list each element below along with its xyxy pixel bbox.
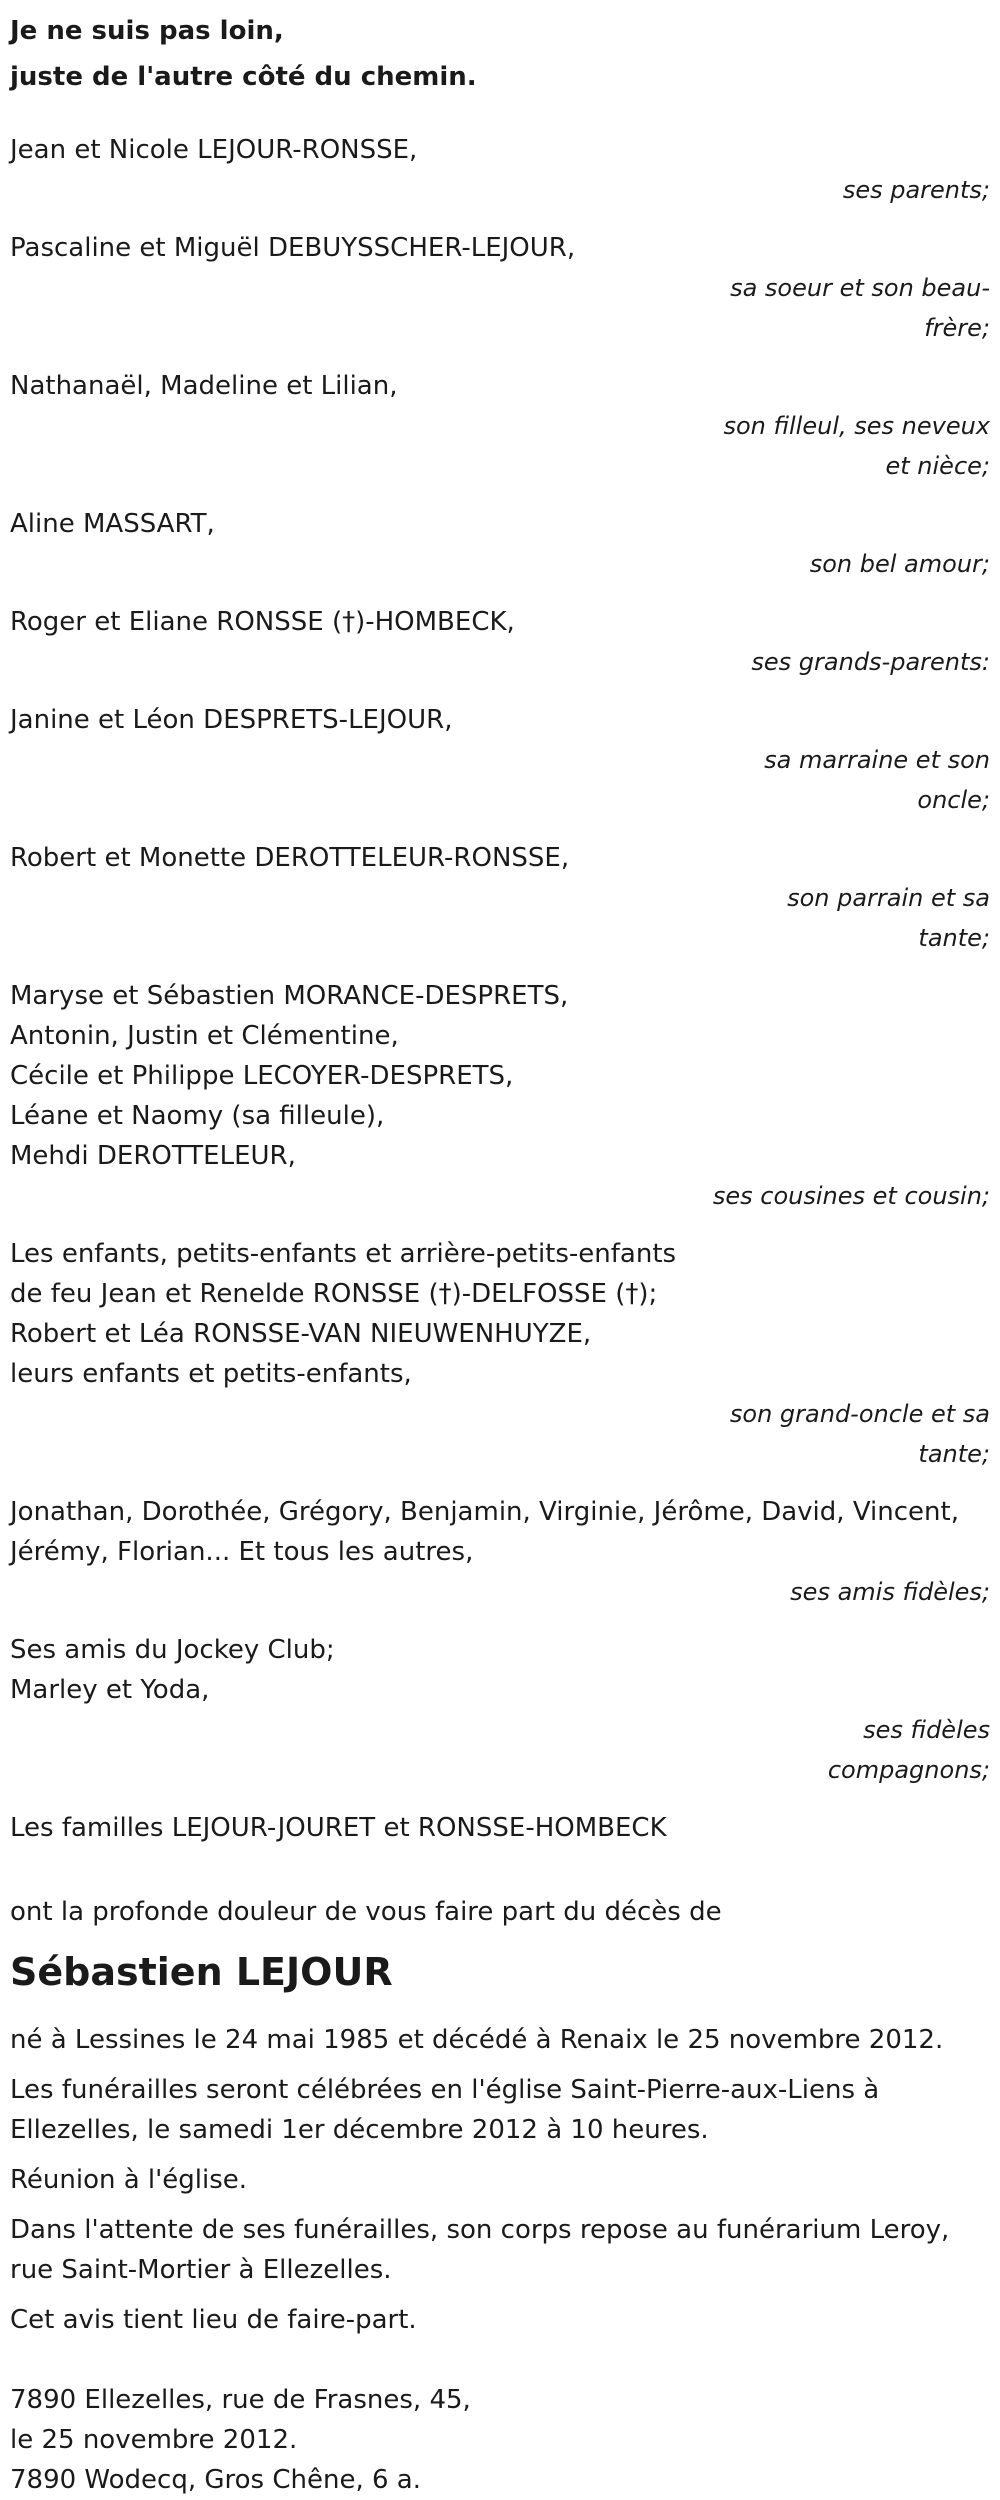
detail-paragraph: Cet avis tient lieu de faire-part. bbox=[10, 2305, 417, 2335]
family-name-line: Roger et Eliane RONSSE (†)-HOMBECK, bbox=[10, 607, 515, 637]
family-relation: ses fidèles compagnons; bbox=[827, 1716, 990, 1784]
family-name-line: Les familles LEJOUR-JOURET et RONSSE-HOMBECK bbox=[10, 1813, 667, 1843]
family-group bbox=[10, 602, 990, 682]
detail-paragraph: Les funérailles seront célébrées en l'église Saint-Pierre-aux-Liens à Ellezelles, le samedi 1er décembre 2012 à 10 heures. bbox=[10, 2075, 880, 2145]
poem-line: Je ne suis pas loin, bbox=[10, 16, 284, 46]
family-name-line: Robert et Monette DEROTTELEUR-RONSSE, bbox=[10, 843, 570, 873]
family-name-line: Antonin, Justin et Clémentine, bbox=[10, 1021, 399, 1051]
poem bbox=[10, 8, 990, 100]
detail-paragraph: Réunion à l'église. bbox=[10, 2165, 248, 2195]
family-relation: son bel amour; bbox=[809, 550, 990, 578]
family-relation: ses cousines et cousin; bbox=[712, 1182, 990, 1210]
family-group bbox=[10, 1234, 990, 1474]
address-line: 7890 Ellezelles, rue de Frasnes, 45, bbox=[10, 2385, 471, 2415]
family-name-line: Mehdi DEROTTELEUR, bbox=[10, 1141, 296, 1171]
address-line: le 25 novembre 2012. bbox=[10, 2425, 298, 2455]
family-relation: ses amis fidèles; bbox=[790, 1578, 990, 1606]
poem-line: juste de l'autre côté du chemin. bbox=[10, 62, 477, 92]
family-name-line: de feu Jean et Renelde RONSSE (†)-DELFOSSE (†); bbox=[10, 1279, 658, 1309]
family-names bbox=[10, 1630, 990, 1710]
family-name-line: Pascaline et Miguël DEBUYSSCHER-LEJOUR, bbox=[10, 233, 576, 263]
family-relation: son grand-oncle et sa tante; bbox=[729, 1400, 990, 1468]
family-relation: son parrain et sa tante; bbox=[787, 884, 990, 952]
family-group bbox=[10, 1630, 990, 1790]
family-group bbox=[10, 366, 990, 486]
family-names bbox=[10, 1492, 990, 1572]
family-names bbox=[10, 228, 990, 268]
family-group bbox=[10, 1492, 990, 1612]
address-line: 7890 Wodecq, Gros Chêne, 6 a. bbox=[10, 2465, 421, 2495]
family-group bbox=[10, 130, 990, 210]
family-relation: sa soeur et son beau-frère; bbox=[730, 274, 990, 342]
family-group bbox=[10, 1808, 990, 1848]
detail-paragraph: Dans l'attente de ses funérailles, son corps repose au funérarium Leroy, rue Saint-Mortier à Ellezelles. bbox=[10, 2215, 950, 2285]
family-name-line: Jean et Nicole LEJOUR-RONSSE, bbox=[10, 135, 418, 165]
family-names bbox=[10, 1234, 990, 1394]
family-relation: ses grands-parents: bbox=[751, 648, 990, 676]
family-relation: sa marraine et son oncle; bbox=[764, 746, 990, 814]
addresses bbox=[10, 2380, 990, 2500]
family-group bbox=[10, 976, 990, 1216]
family-name-line: Ses amis du Jockey Club; bbox=[10, 1635, 335, 1665]
family-names bbox=[10, 602, 990, 642]
family-group bbox=[10, 228, 990, 348]
family-relation: ses parents; bbox=[842, 176, 990, 204]
family-names bbox=[10, 838, 990, 878]
family-names bbox=[10, 366, 990, 406]
family-name-line: leurs enfants et petits-enfants, bbox=[10, 1359, 412, 1389]
family-relation: son filleul, ses neveux et nièce; bbox=[723, 412, 990, 480]
family-names bbox=[10, 504, 990, 544]
family-name-line: Jérémy, Florian... Et tous les autres, bbox=[10, 1537, 474, 1567]
family-group bbox=[10, 838, 990, 958]
family-list bbox=[10, 130, 990, 1848]
family-name-line: Cécile et Philippe LECOYER-DESPRETS, bbox=[10, 1061, 514, 1091]
family-name-line: Robert et Léa RONSSE-VAN NIEUWENHUYZE, bbox=[10, 1319, 592, 1349]
family-names bbox=[10, 1808, 990, 1848]
funeral-details bbox=[10, 2020, 990, 2340]
family-names bbox=[10, 130, 990, 170]
family-name-line: Marley et Yoda, bbox=[10, 1675, 210, 1705]
family-name-line: Les enfants, petits-enfants et arrière-petits-enfants bbox=[10, 1239, 677, 1269]
family-name-line: Janine et Léon DESPRETS-LEJOUR, bbox=[10, 705, 453, 735]
family-names bbox=[10, 700, 990, 740]
deceased-name: Sébastien LEJOUR bbox=[10, 1950, 393, 1994]
family-names bbox=[10, 976, 990, 1176]
family-name-line: Maryse et Sébastien MORANCE-DESPRETS, bbox=[10, 981, 569, 1011]
family-name-line: Léane et Naomy (sa filleule), bbox=[10, 1101, 385, 1131]
family-group bbox=[10, 504, 990, 584]
family-name-line: Aline MASSART, bbox=[10, 509, 215, 539]
announcement: ont la profonde douleur de vous faire part du décès de bbox=[10, 1897, 722, 1927]
detail-paragraph: né à Lessines le 24 mai 1985 et décédé à Renaix le 25 novembre 2012. bbox=[10, 2025, 944, 2055]
family-name-line: Jonathan, Dorothée, Grégory, Benjamin, Virginie, Jérôme, David, Vincent, bbox=[10, 1497, 959, 1527]
family-group bbox=[10, 700, 990, 820]
family-name-line: Nathanaël, Madeline et Lilian, bbox=[10, 371, 398, 401]
